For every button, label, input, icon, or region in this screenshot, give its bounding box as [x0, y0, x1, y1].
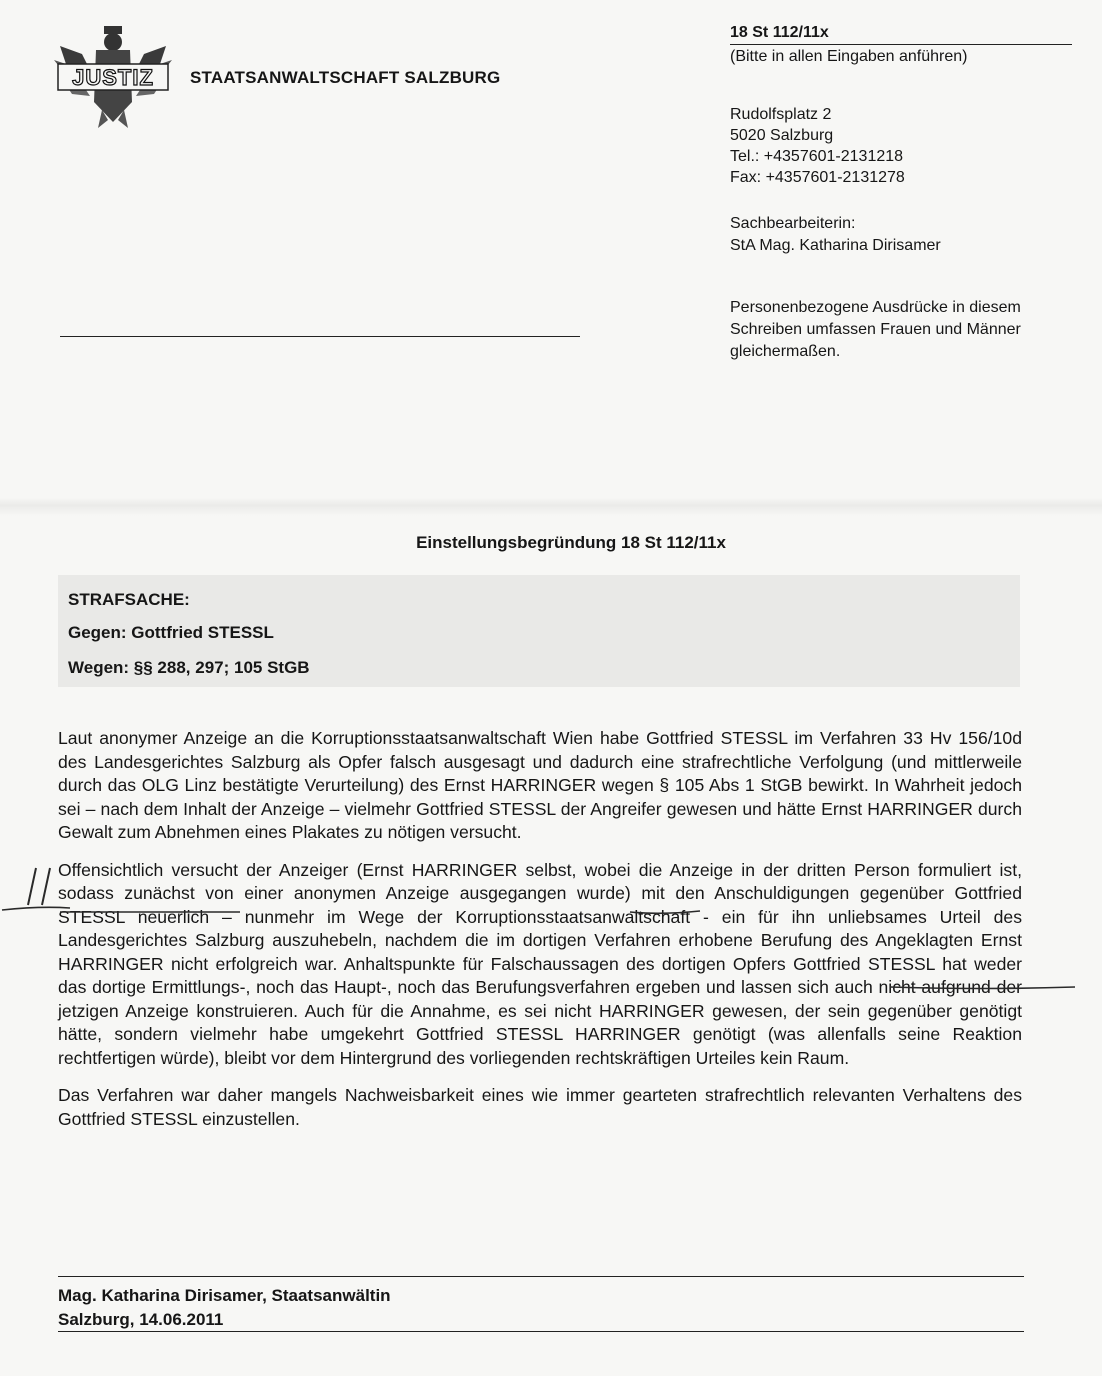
- margin-slash-mark: [28, 868, 50, 905]
- case-label: STRAFSACHE:: [68, 590, 190, 609]
- eagle-emblem-icon: [52, 24, 174, 132]
- case-against: Gegen: Gottfried STESSL: [68, 623, 274, 642]
- office-address: [730, 104, 905, 188]
- clerk-block: [730, 213, 941, 257]
- signature-rule-bottom: [58, 1331, 1024, 1332]
- address-street: Rudolfsplatz 2: [730, 106, 832, 123]
- address-city: 5020 Salzburg: [730, 127, 834, 144]
- document-title: Einstellungsbegründung 18 St 112/11x: [416, 533, 726, 552]
- reference-number: 18 St 112/11x: [730, 24, 1072, 45]
- address-phone: Tel.: +4357601-2131218: [730, 148, 904, 165]
- clerk-label: Sachbearbeiterin:: [730, 215, 856, 232]
- signature-name: Mag. Katharina Dirisamer, Staatsanwältin: [58, 1286, 391, 1305]
- logo-text: JUSTIZ: [72, 65, 154, 90]
- body-paragraph: Laut anonymer Anzeige an die Korruptionsstaatsanwaltschaft Wien habe Gottfried STESSL im Verfahren 33 Hv 156/10d des Landesgerichtes Salzburg als Opfer falsch ausgesagt und dadurch eine strafrechtliche Verfolgung (und mittlerweile durch das OLG Linz bestätigte Verurteilung) des Ernst HARRINGER wegen § 105 Abs 1 StGB bewirkt. In Wahrheit jedoch sei – nach dem Inhalt der Anzeige – vielmehr Gottfried STESSL der Angreifer gewesen und hätte Ernst HARRINGER durch Gewalt zum Abnehmen eines Plakates zu nötigen versucht.: [58, 728, 1022, 842]
- signature-rule-top: [58, 1276, 1024, 1277]
- body-paragraph: Das Verfahren war daher mangels Nachweisbarkeit eines wie immer gearteten strafrechtlich relevanten Verhaltens des Gottfried STESSL einzustellen.: [58, 1085, 1022, 1129]
- body-text: [58, 727, 1022, 1145]
- recipient-address-line: [60, 336, 580, 337]
- address-fax: Fax: +4357601-2131278: [730, 169, 905, 186]
- case-box: [58, 575, 1020, 687]
- reference-block: [730, 24, 1072, 66]
- case-regarding: Wegen: §§ 288, 297; 105 StGB: [68, 658, 310, 677]
- justiz-logo: [52, 24, 174, 132]
- office-name: STAATSANWALTSCHAFT SALZBURG: [190, 68, 501, 87]
- body-paragraph: Offensichtlich versucht der Anzeiger (Ernst HARRINGER selbst, wobei die Anzeige in der dritten Person formuliert ist, sodass zunächst von einer anonymen Anzeige ausgegangen wurde) mit den Anschuldigungen gegenüber Gottfried STESSL neuerlich – nunmehr im Wege der Korruptionsstaatsanwaltschaft - ein für ihn unliebsames Urteil des Landesgerichtes Salzburg auszuhebeln, nachdem die im dortigen Verfahren erhobene Berufung des Angeklagten Ernst HARRINGER nicht erfolgreich war. Anhaltspunkte für Falschaussagen des dortigen Opfers Gottfried STESSL hat weder das dortige Ermittlungs-, noch das Haupt-, noch das Berufungsverfahren ergeben und lassen sich auch nicht aufgrund der jetzigen Anzeige konstruieren. Auch für die Annahme, es sei nicht HARRINGER gewesen, der sein gegenüber genötigt hätte, sondern vielmehr habe umgekehrt Gottfried STESSL HARRINGER genötigt (was allenfalls seine Reaktion rechtfertigen würde), bleibt vor dem Hintergrund des vorliegenden rechtskräftigen Urteiles kein Raum.: [58, 859, 1022, 1068]
- signature-place-date: Salzburg, 14.06.2011: [58, 1310, 224, 1329]
- clerk-name: StA Mag. Katharina Dirisamer: [730, 237, 941, 254]
- reference-note: (Bitte in allen Eingaben anführen): [730, 48, 968, 65]
- gender-note: Personenbezogene Ausdrücke in diesem Schreiben umfassen Frauen und Männer gleichermaßen.: [730, 299, 1021, 360]
